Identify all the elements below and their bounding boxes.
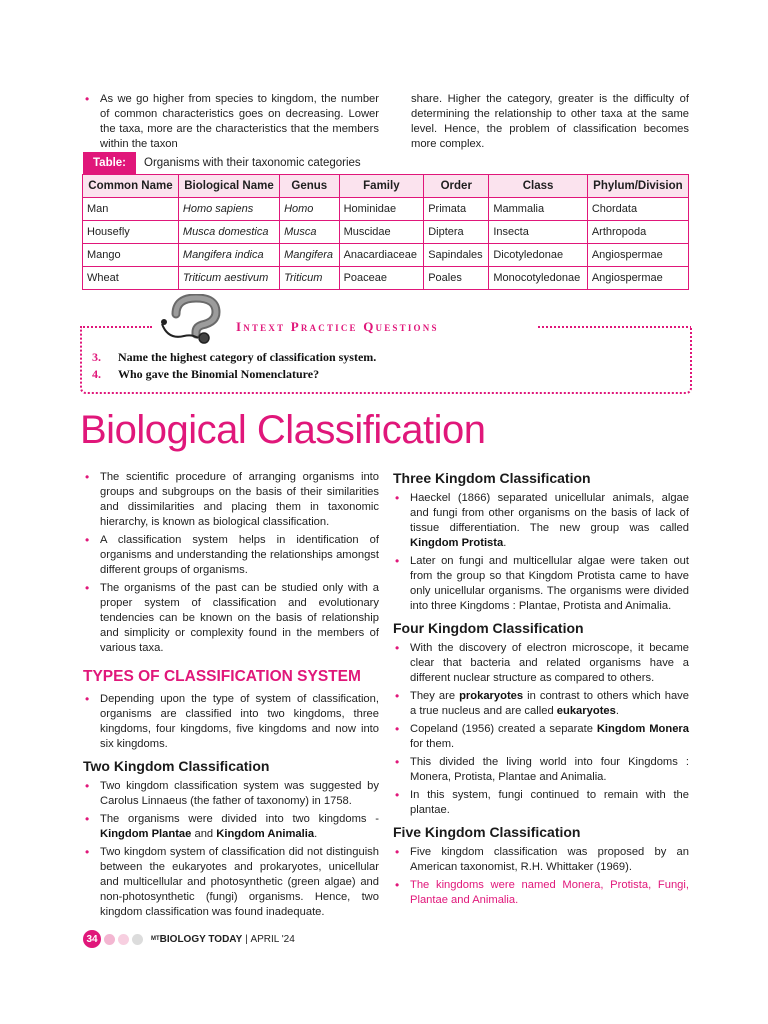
- table-cell: Homo: [280, 198, 340, 221]
- text-run: Copeland (1956) created a separate: [410, 723, 597, 735]
- subheading-four-kingdom: Four Kingdom Classification: [393, 620, 584, 636]
- text-run: Haeckel (1866) separated unicellular animals, algae and fungi from other organisms on the basis of lack of tissue differentiation. The new group was called: [410, 492, 689, 534]
- intext-border-right: [538, 326, 688, 328]
- question-item: [92, 367, 319, 382]
- table-cell: Mango: [83, 244, 179, 267]
- types-list: [83, 692, 379, 752]
- section-heading-types: TYPES OF CLASSIFICATION SYSTEM: [83, 668, 361, 685]
- table-row: [83, 198, 689, 221]
- list-item: • The scientific procedure of arranging organisms into groups and subgroups on the basis of their similarities and dissimilarities and placing them in taxonomic hierarchy, is known as biological classification.: [83, 470, 379, 530]
- col-header: Order: [424, 175, 489, 198]
- list-item: • Two kingdom classification system was suggested by Carolus Linnaeus (the father of taxonomy) in 1758.: [83, 779, 379, 809]
- top-left-column: [83, 92, 379, 155]
- table-cell: Muscidae: [339, 221, 424, 244]
- kingdom-protista-term: Kingdom Protista: [410, 537, 504, 549]
- taxonomy-table: [82, 174, 689, 290]
- three-kingdom-list: [393, 491, 689, 614]
- issue-date: APRIL '24: [250, 933, 295, 945]
- list-item: • With the discovery of electron microscope, it became clear that bacteria and related organisms have a different nuclear structure as compared to others.: [393, 641, 689, 686]
- table-cell: Primata: [424, 198, 489, 221]
- page-number: 34: [83, 930, 101, 948]
- decor-dot: [104, 934, 115, 945]
- right-column: [393, 470, 689, 911]
- intext-border-left: [80, 326, 152, 328]
- table-caption: Organisms with their taxonomic categories: [144, 157, 361, 169]
- table-cell: Sapindales: [424, 244, 489, 267]
- table-cell: Arthropoda: [587, 221, 688, 244]
- table-cell: Diptera: [424, 221, 489, 244]
- table-cell: Mangifera: [280, 244, 340, 267]
- subheading-five-kingdom: Five Kingdom Classification: [393, 824, 581, 840]
- table-row: [83, 244, 689, 267]
- text-run: They are: [410, 690, 460, 702]
- col-header: Biological Name: [178, 175, 279, 198]
- page-footer: [83, 930, 295, 948]
- table-tag: Table:: [83, 152, 136, 174]
- list-item: [393, 491, 689, 551]
- subheading-two-kingdom: Two Kingdom Classification: [83, 758, 270, 774]
- kingdom-plantae-term: Kingdom Plantae: [100, 828, 192, 840]
- decor-dot: [118, 934, 129, 945]
- table-cell: Monocotyledonae: [489, 267, 587, 290]
- col-header: Family: [339, 175, 424, 198]
- question-text: Name the highest category of classification system.: [118, 350, 377, 364]
- col-header: Phylum/Division: [587, 175, 688, 198]
- list-item: • The kingdoms were named Monera, Protista, Fungi, Plantae and Animalia.: [393, 878, 689, 908]
- list-item: • Depending upon the type of system of classification, organisms are classified into two kingdoms, three kingdoms, four kingdoms, five kingdoms and now into six kingdoms.: [83, 692, 379, 752]
- text-run: .: [314, 828, 318, 840]
- text-run: .: [615, 705, 619, 717]
- page-title: Biological Classification: [80, 408, 486, 452]
- table-cell: Man: [83, 198, 179, 221]
- table-cell: Angiospermae: [587, 267, 688, 290]
- table-cell: Insecta: [489, 221, 587, 244]
- table-cell: Wheat: [83, 267, 179, 290]
- kingdom-monera-term: Kingdom Monera: [596, 723, 689, 735]
- table-cell: Triticum aestivum: [178, 267, 279, 290]
- table-row: [83, 221, 689, 244]
- two-kingdom-list: [83, 779, 379, 920]
- table-cell: Triticum: [280, 267, 340, 290]
- list-item: • Five kingdom classification was proposed by an American taxonomist, R.H. Whittaker (1969).: [393, 845, 689, 875]
- table-cell: Dicotyledonae: [489, 244, 587, 267]
- table-row: [83, 267, 689, 290]
- five-kingdom-list: [393, 845, 689, 908]
- table-cell: Angiospermae: [587, 244, 688, 267]
- kingdom-animalia-term: Kingdom Animalia: [216, 828, 315, 840]
- question-text: Who gave the Binomial Nomenclature?: [118, 367, 320, 381]
- col-header: Genus: [280, 175, 340, 198]
- brand-prefix: MT: [151, 936, 160, 942]
- list-item: • A classification system helps in identification of organisms and understanding the relationships amongst different groups of organisms.: [83, 533, 379, 578]
- text-run: .: [503, 537, 507, 549]
- table-cell: Poaceae: [339, 267, 424, 290]
- list-item: • The organisms of the past can be studied only with a proper system of classification and evolutionary tendencies can be known on the basis of relationship and simplicity or complexity found in the members of various taxa.: [83, 581, 379, 656]
- table-cell: Mammalia: [489, 198, 587, 221]
- col-header: Common Name: [83, 175, 179, 198]
- table-cell: Hominidae: [339, 198, 424, 221]
- eukaryotes-term: eukaryotes: [556, 705, 616, 717]
- table-cell: Housefly: [83, 221, 179, 244]
- intext-title: Intext Practice Questions: [236, 319, 439, 334]
- table-header-row: [83, 175, 689, 198]
- list-item: [83, 812, 379, 842]
- brand-name: BIOLOGY TODAY: [159, 933, 243, 945]
- list-item: • Two kingdom system of classification did not distinguish between the eukaryotes and prokaryotes, unicellular and multicellular and photosynthetic (green algae) and non-photosynthetic (fungi) organisms. Hence, two kingdom classification was found inadequate.: [83, 845, 379, 920]
- table-label: [83, 152, 361, 174]
- list-item: • In this system, fungi continued to remain with the plantae.: [393, 788, 689, 818]
- footer-separator: |: [242, 933, 251, 945]
- col-header: Class: [489, 175, 587, 198]
- prokaryotes-term: prokaryotes: [459, 690, 524, 702]
- four-kingdom-list: [393, 641, 689, 818]
- table-cell: Mangifera indica: [178, 244, 279, 267]
- table-cell: Musca domestica: [178, 221, 279, 244]
- table-cell: Homo sapiens: [178, 198, 279, 221]
- text-run: The organisms were divided into two kingdoms -: [100, 813, 379, 825]
- intro-list: [83, 470, 379, 656]
- question-number: 3.: [92, 350, 101, 364]
- text-run: and: [191, 828, 217, 840]
- table-cell: Anacardiaceae: [339, 244, 424, 267]
- table-cell: Poales: [424, 267, 489, 290]
- subheading-three-kingdom: Three Kingdom Classification: [393, 470, 591, 486]
- list-item: [393, 722, 689, 752]
- list-item: • This divided the living world into four Kingdoms : Monera, Protista, Plantae and Animalia.: [393, 755, 689, 785]
- table-cell: Chordata: [587, 198, 688, 221]
- question-mark-stethoscope-icon: [158, 294, 230, 344]
- top-bullet: • As we go higher from species to kingdom, the number of common characteristics goes on decreasing. Lower the taxa, more are the characteristics that the members within the taxon: [83, 92, 379, 152]
- question-number: 4.: [92, 367, 101, 381]
- question-item: [92, 350, 376, 365]
- list-item: • Later on fungi and multicellular algae were taken out from the group so that Kingdom Protista came to have only unicellular organisms. The organisms were divided into three Kingdoms : Plantae, Protista and Animalia.: [393, 554, 689, 614]
- list-item: [393, 689, 689, 719]
- top-right-text: share. Higher the category, greater is the difficulty of determining the relationship to other taxa at the same level. Hence, the problem of classification becomes more complex.: [411, 93, 689, 150]
- text-run: for them.: [410, 738, 455, 750]
- decor-dot: [132, 934, 143, 945]
- text-run: in contrast to others which have a true nucleus and are called: [410, 690, 689, 717]
- left-column: [83, 470, 379, 923]
- table-cell: Musca: [280, 221, 340, 244]
